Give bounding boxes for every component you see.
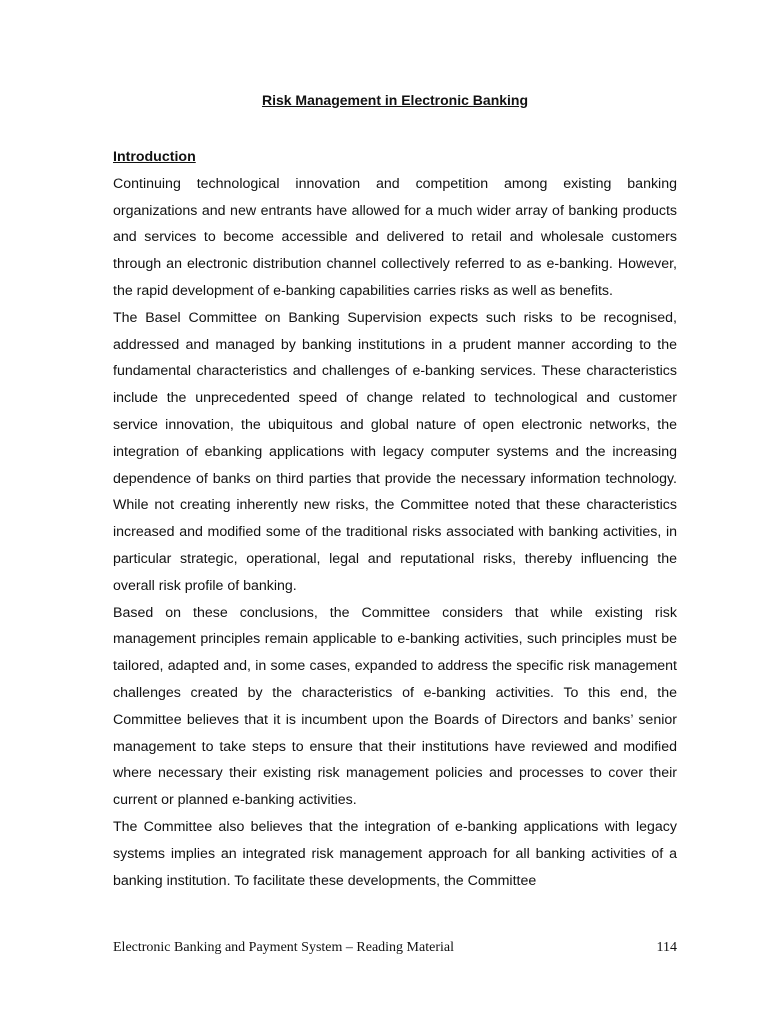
document-title: Risk Management in Electronic Banking <box>261 92 529 108</box>
page-footer <box>113 940 677 956</box>
paragraph: Based on these conclusions, the Committee considers that while existing risk management principles remain applicable to e-banking activities, such principles must be tailored, adapted and, in some cases, expanded to address the specific risk management challenges created by the characteristics of e-banking activities. To this end, the Committee believes that it is incumbent upon the Boards of Directors and banks’ senior management to take steps to ensure that their institutions have reviewed and modified where necessary their existing risk management policies and processes to cover their current or planned e-banking activities. <box>113 604 677 809</box>
footer-source: Electronic Banking and Payment System – Reading Material <box>113 940 454 955</box>
paragraph: Continuing technological innovation and competition among existing banking organizations and new entrants have allowed for a much wider array of banking products and services to become accessible and delivered to retail and wholesale customers through an electronic distribution channel collectively referred to as e-banking. However, the rapid development of e-banking capabilities carries risks as well as benefits. <box>113 175 677 299</box>
paragraph: The Committee also believes that the integration of e-banking applications with legacy systems implies an integrated risk management approach for all banking activities of a banking institution. To facilitate these developments, the Committee <box>113 818 677 889</box>
paragraph: The Basel Committee on Banking Supervision expects such risks to be recognised, addressed and managed by banking institutions in a prudent manner according to the fundamental characteristics and challenges of e-banking services. These characteristics include the unprecedented speed of change related to technological and customer service innovation, the ubiquitous and global nature of open electronic networks, the integration of ebanking applications with legacy computer systems and the increasing dependence of banks on third parties that provide the necessary information technology. While not creating inherently new risks, the Committee noted that these characteristics increased and modified some of the traditional risks associated with banking activities, in particular strategic, operational, legal and reputational risks, thereby influencing the overall risk profile of banking. <box>113 309 677 594</box>
document-body <box>113 144 677 894</box>
section-heading: Introduction <box>113 149 196 165</box>
page-number: 114 <box>656 940 677 955</box>
